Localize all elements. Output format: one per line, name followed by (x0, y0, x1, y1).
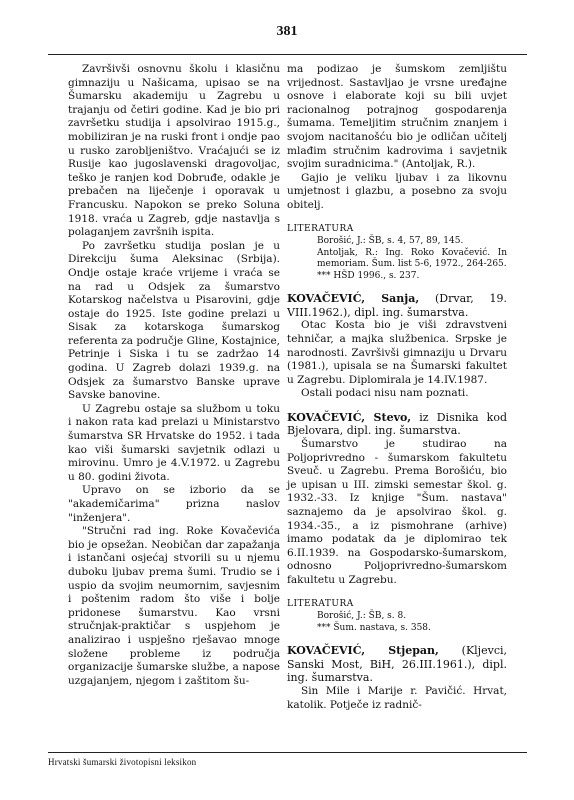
header-rule (48, 54, 527, 55)
paragraph: Ostali podaci nisu nam poznati. (301, 387, 469, 400)
paragraph: ma podizao je šumskom zemljištu vrijednost. Sastavljao je vrsne uređajne osnove i elaborate koji su bili uvjet racionalnog potrajnog gospodarenja šumama. Temeljitim stručnim znanjem i svojom nacitanošću bio je odličan učitelj mlađim stručnim kadrovima i savjetnik svojim suradnicima." (Antoljak, R.). (287, 63, 507, 171)
paragraph: Gajio je veliku ljubav i za likovnu umjetnost i glazbu, a posebno za svoju obitelj. (287, 171, 507, 211)
entry-details: (Drvar, 19. VIII.1962.), dipl. ing. šumarstva. (287, 292, 507, 319)
entry-name: KOVAČEVIĆ, Sanja, (287, 292, 420, 306)
paragraph: U Zagrebu ostaje sa službom u toku i nakon rata kad prelazi u Ministarstvo šumarstva SR Hrvatske do 1952. i tada kao viši šumarski savjetnik odlazi u mirovinu. Umro je 4.V.1972. u Zagrebu u 80. godini života. (68, 402, 280, 483)
footer-text: Hrvatski šumarski životopisni leksikon (48, 757, 197, 767)
literature-item: Borošić, J.: ŠB, s. 4, 57, 89, 145. (317, 236, 464, 247)
paragraph: Sin Mile i Marije r. Pavičić. Hrvat, katolik. Potječe iz radnič- (287, 684, 507, 711)
literature-heading: LITERATURA (287, 598, 354, 609)
entry-details: iz Disnika kod Bjelovara, dipl. ing. šumarstva. (287, 410, 507, 438)
left-column (68, 63, 280, 688)
paragraph: Završivši osnovnu školu i klasičnu gimnaziju u Našicama, upisao se na Šumarsku akademiju u Zagrebu u trajanju od četiri godine. Kad je bio pri završetku studija i apsolvirao 1915.g., mobiliziran je na ruski front i ondje pao u rusko zarobljeništvo. Vraćajući se iz Rusije kao jugoslavenski dragovoljac, teško je ranjen kod Dobruđe, odakle je prebačen na liječenje i oporavak u Francusku. Napokon se preko Soluna 1918. vraća u Zagreb, gdje nastavlja s polaganjem završnih ispita. (68, 63, 280, 239)
paragraph: "Stručni rad ing. Roke Kovačevića bio je opsežan. Neobičan dar zapažanja i istančani osjećaj stvorili su u njemu duboku ljubav prema šumi. Trudio se i uspio da svojim neumornim, savjesnim i poštenim radom što više i bolje pridonese šumarstvu. Kao vrsni stručnjak-praktičar s uspjehom je analizirao i uspješno rješavao mnoge složene probleme iz područja organizacije šumarske službe, a napose uzgajanjem, njegom i zaštitom šu- (68, 525, 280, 687)
literature-item: Antoljak, R.: Ing. Roko Kovačević. In memoriam. Šum. list 5-6, 1972., 264-265. (317, 247, 507, 270)
entry-name: KOVAČEVIĆ, Stjepan, (287, 644, 439, 658)
literature-item: *** Šum. nastava, s. 358. (317, 622, 431, 633)
entry-name: KOVAČEVIĆ, Stevo, (287, 410, 412, 424)
paragraph: Upravo on se izborio da se "akademičarima" prizna naslov "inženjera". (68, 484, 280, 524)
paragraph: Po završetku studija poslan je u Direkciju šuma Aleksinac (Srbija). Ondje ostaje kraće vrijeme i vraća se na rad u Odsjek za šumarstvo Kotarskog načelstva u Pisarovini, gdje ostaje do 1925. Iste godine prelazi u Sisak za kotarskoga šumarskog referenta za područje Gline, Kostajnice, Petrinje i Siska i tu se zadržao 14 godina. U Zagreb dolazi 1939.g. na Odsjek za šumarstvo Banske uprave Savske banovine. (68, 239, 280, 402)
footer-rule (48, 752, 527, 753)
entry-heading (287, 644, 507, 685)
literature-heading: LITERATURA (287, 223, 354, 234)
right-column (287, 63, 507, 712)
literature-item: Borošić, J.: ŠB, s. 8. (317, 611, 407, 622)
paragraph: Šumarstvo je studirao na Poljoprivredno - šumarskom fakultetu Sveuč. u Zagrebu. Prema Borošiću, bio je upisan u III. zimski semestar škol. g. 1932.-33. Iz knjige "Šum. nastava" saznajemo da je apsolvirao škol. g. 1934.-35., a iz pismohrane (arhive) imamo podatak da je diplomirao tek 6.II.1939. na Gospodarsko-šumarskom, odnosno Poljoprivredno-šumarskom fakultetu u Zagrebu. (287, 438, 507, 586)
literature-item: *** HŠD 1996., s. 237. (317, 270, 420, 281)
paragraph: Otac Kosta bio je viši zdravstveni tehničar, a majka službenica. Srpske je narodnosti. Završivši gimnaziju u Drvaru (1981.), upisala se na Šumarski fakultet u Zagrebu. Diplomirala je 14.IV.1987. (287, 319, 507, 386)
entry-heading (287, 292, 507, 319)
entry-heading (287, 411, 507, 438)
page-number: 381 (276, 24, 298, 39)
entry-details: (Kljevci, Sanski Most, BiH, 26.III.1961.), dipl. ing. šumarstva. (287, 644, 507, 685)
